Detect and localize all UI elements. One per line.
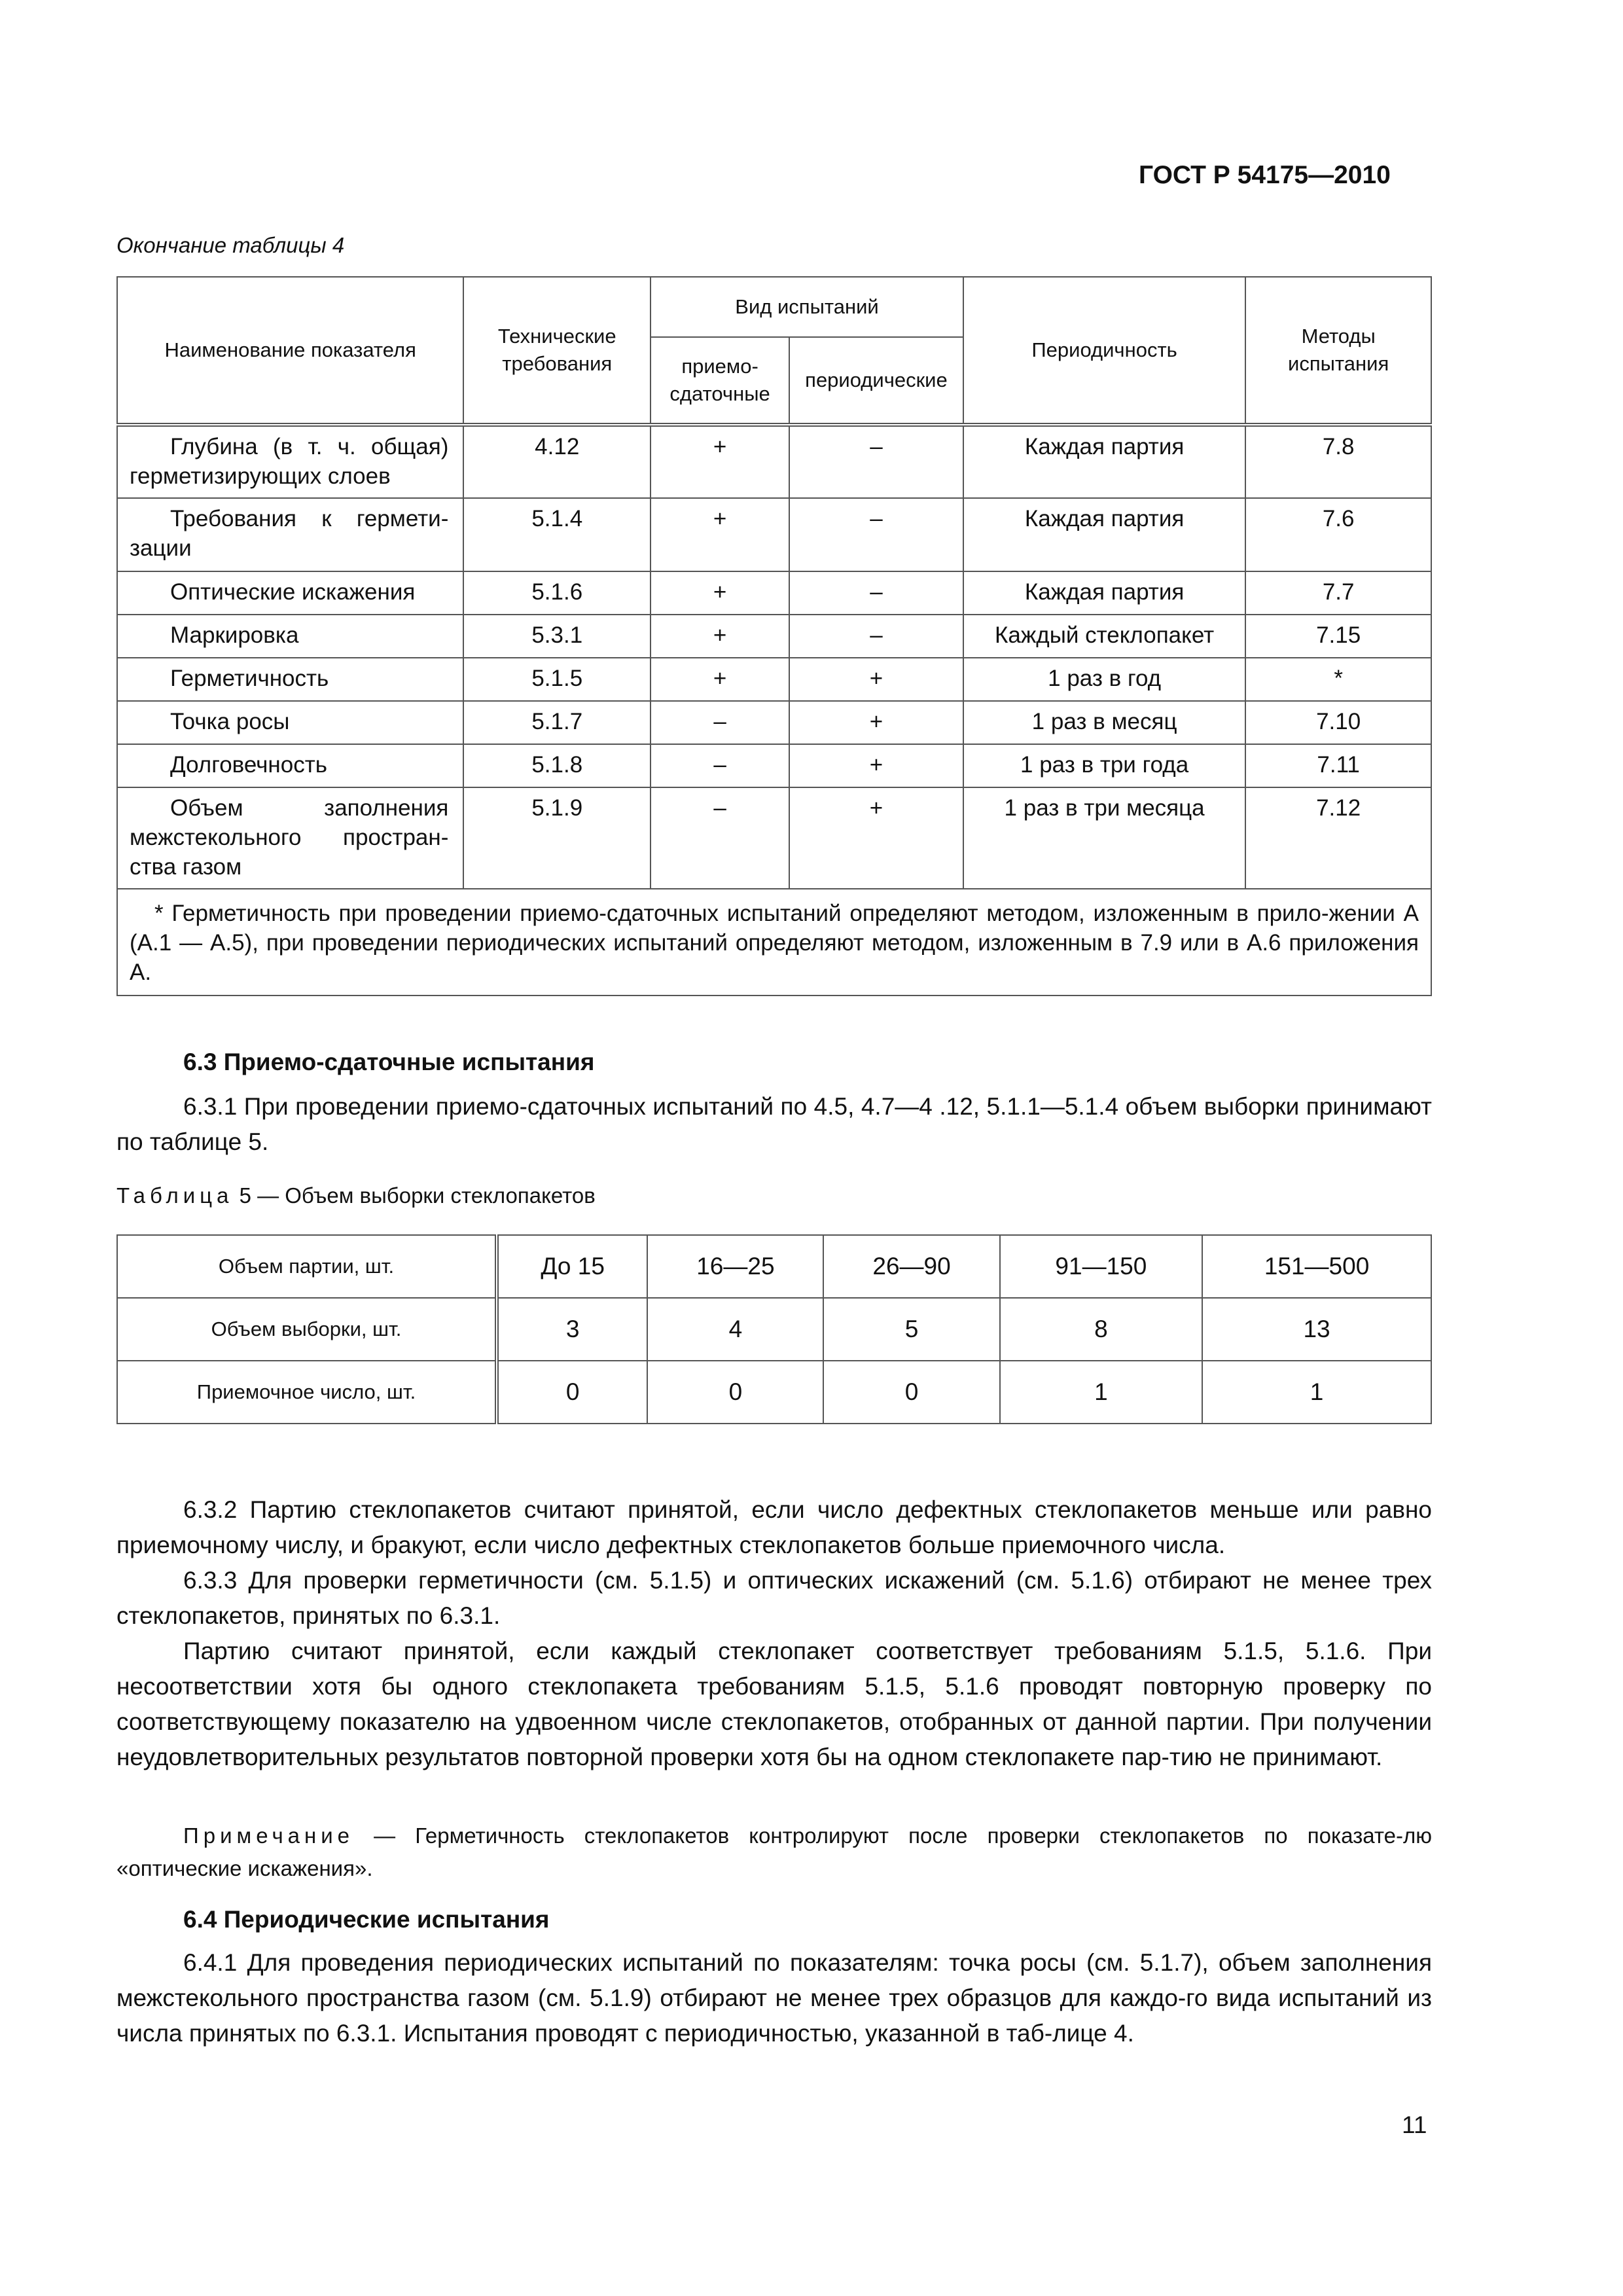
row-label: Объем партии, шт. [117,1235,497,1298]
cell-method [1245,615,1431,658]
cell-text: 7.11 [1317,752,1360,778]
paragraph-text: 6.4.1 Для проведения периодических испытаний по показателям: точка росы (см. 5.1.7), объем заполнения межстекольного пространства газом (см. 5.1.9) отбирают не менее трех образцов для каждо-го вида испытаний из числа принятых по 6.3.1. Испытания проводят с периодичностью, указанной в таб-лице 4. [116,1949,1432,2047]
cell-text: Глубина (в т. ч. общая) герметизирующих слоев [130,434,449,489]
cell-text: + [869,795,883,821]
cell-text: – [870,579,883,605]
paragraph-6-3-1 [116,1089,1432,1160]
cell-tech [463,787,651,889]
table-cell: 0 [823,1361,999,1424]
cell-text: – [713,709,726,734]
cell-text: – [870,506,883,531]
cell-text: 1 раз в три месяца [1004,795,1205,821]
cell-per [789,744,963,787]
table-row [117,425,1431,498]
cell-text: – [713,752,726,778]
header-methods: Методы испытания [1245,277,1431,425]
cell-acc [651,571,789,615]
cell-periodicity [963,425,1245,498]
cell-per [789,425,963,498]
table-5 [116,1234,1432,1424]
table-cell: 26—90 [823,1235,999,1298]
cell-text: 7.10 [1316,709,1361,734]
cell-acc [651,498,789,571]
cell-acc [651,615,789,658]
table-cell: 16—25 [647,1235,823,1298]
cell-text: + [869,752,883,778]
cell-method [1245,787,1431,889]
cell-text: Каждый стеклопакет [995,622,1215,648]
paragraph-text: 6.3.2 Партию стеклопакетов считают принятой, если число дефектных стеклопакетов меньше или равно приемочному числу, и бракуют, если число дефектных стеклопакетов больше приемочного числа. [116,1496,1432,1558]
cell-periodicity [963,744,1245,787]
table-cell: 1 [1000,1361,1203,1424]
paragraph-6-3-3 [116,1563,1432,1634]
header-periodic: периодические [789,337,963,425]
header-test-type: Вид испытаний [651,277,963,337]
cell-text: – [870,622,883,648]
section-6-3-heading: 6.3 Приемо-сдаточные испытания [183,1049,595,1075]
cell-per [789,787,963,889]
cell-text: 5.1.9 [531,795,583,821]
cell-text: Каждая партия [1024,506,1185,531]
cell-text: 5.1.7 [531,709,583,734]
table-cell: 4 [647,1298,823,1361]
table-row [117,1235,1431,1298]
table-cell: 0 [497,1361,647,1424]
table-row [117,571,1431,615]
cell-text: Каждая партия [1024,579,1185,605]
cell-periodicity [963,615,1245,658]
section-6-4-heading: 6.4 Периодические испытания [183,1906,550,1933]
cell-method [1245,701,1431,744]
table-row [117,498,1431,571]
cell-text: 1 раз в три года [1020,752,1189,778]
cell-text: 7.7 [1322,579,1355,605]
paragraph-text: Партию считают принятой, если каждый стеклопакет соответствует требованиям 5.1.5, 5.1.6. При несоответствии хотя бы одного стеклопакета требованиям 5.1.5, 5.1.6 проводят повторную проверку по соответствующему показателю на удвоенном числе стеклопакетов, отобранных от данной партии. При получении неудовлетворительных результатов повторной проверки хотя бы на одном стеклопакете пар-тию не принимают. [116,1638,1432,1770]
header-name: Наименование показателя [117,277,463,425]
table-row [117,1361,1431,1424]
cell-text: – [870,434,883,459]
cell-acc [651,787,789,889]
cell-name [117,787,463,889]
cell-tech [463,615,651,658]
cell-name [117,571,463,615]
table-cell: 0 [647,1361,823,1424]
note-label: Примечание [183,1823,355,1848]
table-cell: 13 [1202,1298,1431,1361]
cell-acc [651,744,789,787]
cell-text: * [1334,666,1343,691]
cell-periodicity [963,498,1245,571]
table-cell: 91—150 [1000,1235,1203,1298]
table-4-body [117,425,1431,889]
cell-tech [463,425,651,498]
table-row [117,701,1431,744]
note [116,1820,1432,1885]
cell-text: Маркировка [170,622,299,648]
table-cell: 3 [497,1298,647,1361]
cell-per [789,701,963,744]
caption-label: Таблица [116,1183,234,1208]
table-cell: 1 [1202,1361,1431,1424]
note-text: — Герметичность стеклопакетов контролируют после проверки стеклопакетов по показате-лю «оптические искажения». [116,1823,1432,1880]
table-cell: 5 [823,1298,999,1361]
table-4-caption: Окончание таблицы 4 [116,233,345,257]
cell-text: 1 раз в год [1048,666,1162,691]
row-label: Приемочное число, шт. [117,1361,497,1424]
cell-tech [463,701,651,744]
cell-text: Каждая партия [1024,434,1185,459]
cell-text: 1 раз в месяц [1031,709,1177,734]
cell-name [117,498,463,571]
cell-text: 7.6 [1322,506,1355,531]
cell-name [117,658,463,701]
cell-periodicity [963,658,1245,701]
paragraph-6-4-1 [116,1945,1432,2051]
cell-name [117,615,463,658]
cell-text: 7.8 [1322,434,1355,459]
cell-name [117,425,463,498]
header-acceptance: приемо-сдаточные [651,337,789,425]
cell-text: + [713,506,727,531]
table-row [117,615,1431,658]
cell-text: 4.12 [535,434,580,459]
cell-method [1245,744,1431,787]
cell-text: + [869,666,883,691]
cell-method [1245,498,1431,571]
caption-text: 5 — Объем выборки стеклопакетов [239,1183,596,1208]
table-cell: 8 [1000,1298,1203,1361]
cell-tech [463,744,651,787]
cell-text: 5.1.8 [531,752,583,778]
cell-per [789,615,963,658]
cell-per [789,498,963,571]
table-5-caption [116,1183,596,1208]
table-cell: 151—500 [1202,1235,1431,1298]
cell-periodicity [963,571,1245,615]
document-header: ГОСТ Р 54175—2010 [1139,161,1391,189]
cell-periodicity [963,701,1245,744]
cell-text: + [713,666,727,691]
cell-acc [651,425,789,498]
cell-text: Герметичность [170,666,329,691]
cell-text: Объем заполнения межстекольного простран-ства газом [130,795,449,880]
cell-text: + [869,709,883,734]
cell-acc [651,701,789,744]
paragraph-acceptance [116,1634,1432,1775]
cell-text: + [713,434,727,459]
cell-periodicity [963,787,1245,889]
header-periodicity: Периодичность [963,277,1245,425]
cell-name [117,701,463,744]
table-row [117,1298,1431,1361]
cell-text: Долговечность [170,752,327,778]
cell-acc [651,658,789,701]
cell-method [1245,658,1431,701]
paragraph-text: 6.3.3 Для проверки герметичности (см. 5.1.5) и оптических искажений (см. 5.1.6) отбирают не менее трех стеклопакетов, принятых по 6.3.1. [116,1567,1432,1629]
page-number: 11 [1402,2111,1427,2138]
cell-text: Требования к гермети-зации [130,506,449,561]
cell-text: + [713,579,727,605]
cell-text: 5.1.4 [531,506,583,531]
cell-text: 5.3.1 [531,622,583,648]
cell-text: 7.15 [1316,622,1361,648]
table-row [117,787,1431,889]
row-label: Объем выборки, шт. [117,1298,497,1361]
table-row [117,744,1431,787]
table-row [117,658,1431,701]
cell-text: Оптические искажения [170,579,416,605]
cell-tech [463,571,651,615]
cell-text: 7.12 [1316,795,1361,821]
cell-text: 5.1.5 [531,666,583,691]
cell-per [789,658,963,701]
footnote-text: * Герметичность при проведении приемо-сдаточных испытаний определяют методом, изложенным в прило-жении А (А.1 — А.5), при проведении периодических испытаний определяют методом, изложенным в 7.9 или в А.6 приложения А. [130,901,1419,985]
table-4-footnote [117,889,1431,996]
cell-text: 5.1.6 [531,579,583,605]
header-tech: Технические требования [463,277,651,425]
cell-per [789,571,963,615]
paragraph-6-3-2 [116,1492,1432,1563]
cell-method [1245,571,1431,615]
cell-name [117,744,463,787]
table-cell: До 15 [497,1235,647,1298]
cell-method [1245,425,1431,498]
cell-tech [463,498,651,571]
cell-text: + [713,622,727,648]
cell-text: – [713,795,726,821]
table-4 [116,276,1432,996]
cell-text: Точка росы [170,709,290,734]
cell-tech [463,658,651,701]
paragraph-text: 6.3.1 При проведении приемо-сдаточных испытаний по 4.5, 4.7—4 .12, 5.1.1—5.1.4 объем выборки принимают по таблице 5. [116,1093,1432,1155]
